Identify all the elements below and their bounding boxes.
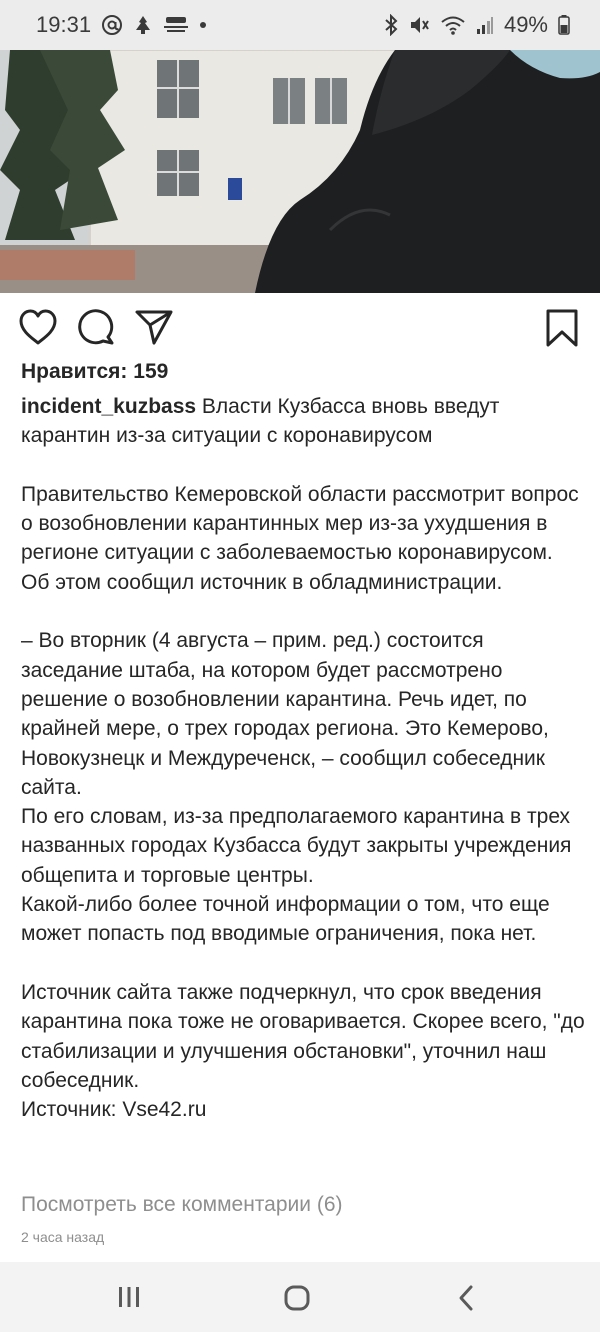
caption-text: Власти Кузбасса вновь введут карантин из-за ситуации с коронавирусом Правительство Кемеровской области рассмотрит вопрос о возобновлении карантинных мер из-за ухудшения в регионе ситуации с заболеваемостью коронавирусом. Об этом сообщил источник в обладминистрации. – Во вторник (4 августа – прим. ред.) состоится заседание штаба, на котором будет рассмотрено решение о возобновлении карантина. Речь идет, по крайней мере, о трех городах региона. Это Кемерово, Новокузнецк и Междуреченск, – сообщил собеседник сайта. По его словам, из-за предполагаемого карантина в трех названных городах Кузбасса будут закрыты учреждения общепита и торговые центры. Какой-либо более точной информации о том, что еще может попасть под вводимые ограничения, пока нет. Источник сайта также подчеркнул, что срок введения карантина пока тоже не оговаривается. Скорее всего, "до стабилизации и улучшения обстановки", уточнил наш собеседник. Источник: Vse42.ru bbox=[21, 395, 585, 1122]
comment-icon[interactable] bbox=[78, 308, 116, 351]
status-right bbox=[384, 12, 570, 38]
signal-icon bbox=[476, 15, 494, 35]
recent-apps-icon[interactable] bbox=[116, 1284, 142, 1315]
system-nav-bar bbox=[0, 1262, 600, 1332]
battery-percent: 49% bbox=[503, 12, 548, 37]
at-icon bbox=[101, 14, 123, 36]
share-icon[interactable] bbox=[134, 308, 174, 351]
bluetooth-icon bbox=[384, 14, 398, 36]
app-logo-icon bbox=[163, 15, 189, 35]
wifi-icon bbox=[440, 14, 466, 36]
view-all-comments-link[interactable]: Посмотреть все комментарии (6) bbox=[21, 1193, 343, 1216]
dot-icon bbox=[199, 21, 207, 29]
status-time: 19:31 bbox=[36, 12, 92, 37]
status-bar bbox=[0, 0, 600, 50]
bookmark-icon[interactable] bbox=[544, 308, 580, 353]
caption-username[interactable]: incident_kuzbass bbox=[21, 395, 197, 418]
photo-graphic bbox=[0, 50, 600, 293]
home-icon[interactable] bbox=[283, 1284, 311, 1317]
mute-icon bbox=[408, 14, 430, 36]
post-photo[interactable] bbox=[0, 50, 600, 293]
post-timestamp: 2 часа назад bbox=[21, 1229, 105, 1245]
back-icon[interactable] bbox=[456, 1284, 476, 1317]
battery-icon bbox=[558, 14, 570, 36]
app-icon bbox=[133, 14, 153, 36]
status-left bbox=[36, 12, 207, 38]
likes-count[interactable]: Нравится: 159 bbox=[21, 360, 169, 383]
post-caption bbox=[21, 392, 585, 1124]
heart-icon[interactable] bbox=[18, 308, 58, 351]
post-actions bbox=[0, 300, 600, 356]
